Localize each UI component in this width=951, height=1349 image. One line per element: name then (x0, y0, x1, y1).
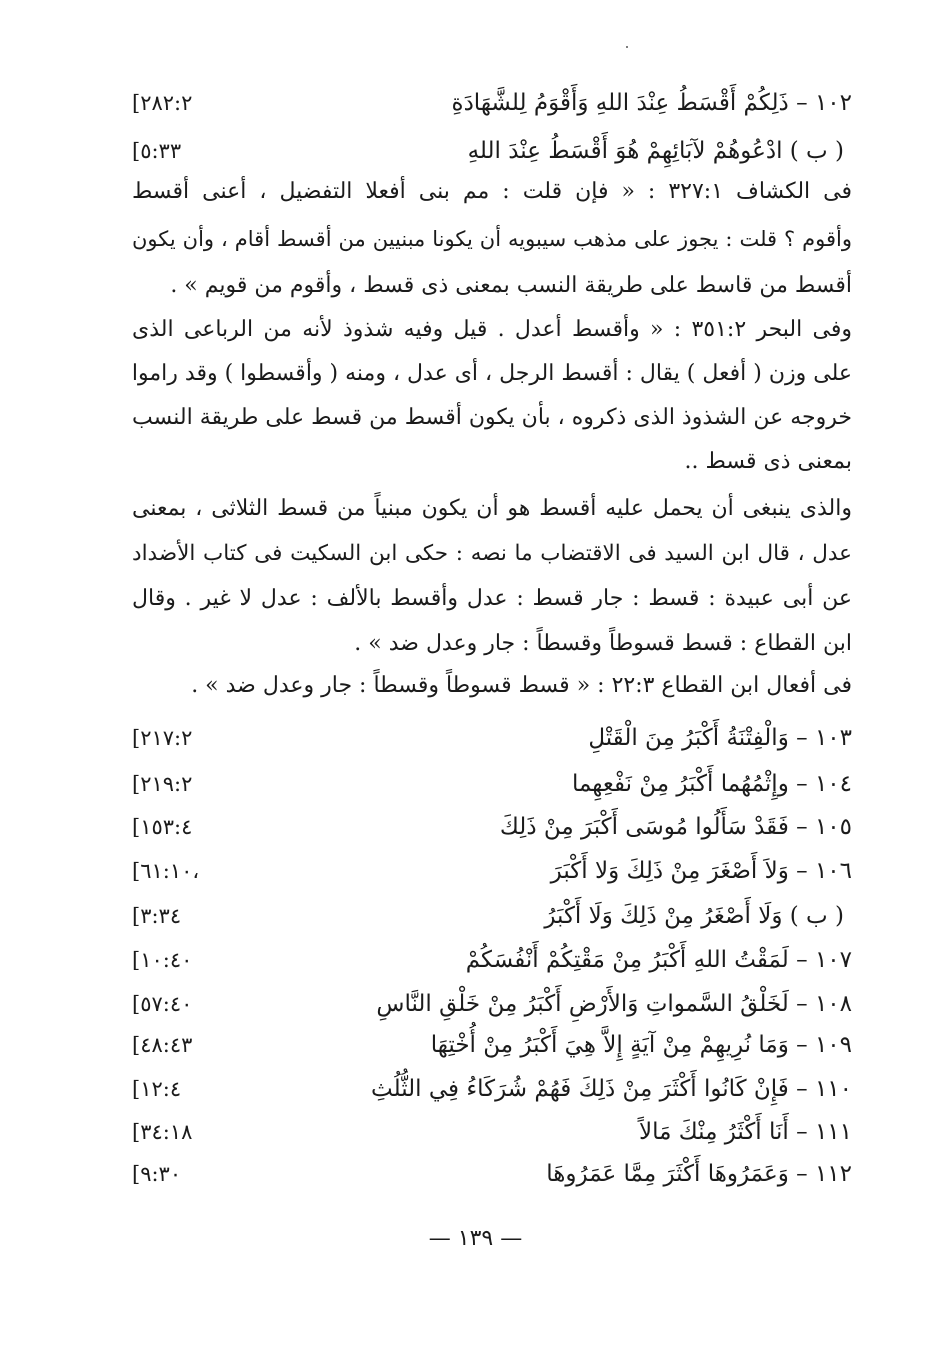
verse-reference: [٦١:١٠، (132, 859, 200, 883)
verse-reference: [١٥٣:٤ (132, 815, 193, 839)
verse-111 (132, 1112, 852, 1152)
verse-text: ١١١ – أَنَا أَكْثَرُ مِنْكَ مَالاً (639, 1119, 852, 1145)
verse-106b (132, 896, 852, 936)
verse-reference: [٢١٩:٢ (132, 772, 193, 796)
bahr-line-2: على وزن ( أفعل ) يقال : أقسط الرجل ، أى عدل ، ومنه ( وأقسطوا ) وقد راموا (131, 361, 852, 386)
verse-text: ١١٢ – وَعَمَرُوهَا أَكْثَرَ مِمَّا عَمَرُوهَا (546, 1161, 852, 1187)
verse-text: ١٠٩ – وَمَا نُرِيهِمْ مِنْ آيَةٍ إِلاَّ هِيَ أَكْبَرُ مِنْ أُخْتِهَا (430, 1032, 852, 1058)
verse-reference: [٩:٣٠ (132, 1162, 182, 1186)
verse-text: ١١٠ – فَإِنْ كَانُوا أَكْثَرَ مِنْ ذَلِكَ فَهُمْ شُرَكَاءُ فِي الثُّلُثِ (371, 1076, 852, 1102)
bahr-line-1: وفى البحر ٣٥١:٢ : « وأقسط أعدل . قيل وفيه شذوذ لأنه من الرباعى الذى (132, 317, 853, 342)
afaal-line: فى أفعال ابن القطاع ٢٢:٣ : « قسط قسوطاً وقسطاً : جار وعدل ضد » . (191, 673, 852, 698)
verse-text: ١٠٨ – لَخَلْقُ السَّمواتِ وَالأَرْضِ أَكْبَرُ مِنْ خَلْقِ النَّاسِ (376, 991, 852, 1017)
kashshaf-line-2: وأقوم ؟ قلت : يجوز على مذهب سيبويه أن يكونا مبنيين من أقسط أقام ، وأن يكون (132, 227, 852, 251)
verse-106 (132, 851, 852, 891)
verse-text: ١٠٥ – فَقَدْ سَأَلُوا مُوسَى أَكْبَرَ مِنْ ذَلِكَ (499, 814, 852, 840)
alladhi-line-3: عن أبى عبيدة : قسط : جار قسط : عدل وأقسط بالألف : عدل لا غير . وقال (132, 586, 852, 611)
verse-text: ( ب ) ادْعُوهُمْ لآبَائِهِمْ هُوَ أَقْسَطُ عِنْدَ اللهِ (467, 138, 844, 164)
verse-102b (132, 131, 852, 171)
bahr-line-4: بمعنى ذى قسط .. (684, 449, 852, 474)
verse-text: ١٠٧ – لَمَقْتُ اللهِ أَكْبَرُ مِنْ مَقْتِكُمْ أَنْفُسَكُمْ (465, 947, 852, 973)
verse-text: ١٠٤ – وإِثْمُهُما أَكْبَرُ مِنْ نَفْعِهِما (571, 771, 852, 797)
verse-text: ( ب ) وَلَا أَصْغَرُ مِنْ ذَلِكَ وَلَا أَكْبَرُ (544, 903, 844, 929)
verse-reference: [٥٧:٤٠ (132, 992, 193, 1016)
kashshaf-line-1: فى الكشاف ٣٢٧:١ : « فإن قلت : مم بنى أفعلا التفضيل ، أعنى أقسط (132, 179, 852, 204)
verse-reference: [٢٨٢:٢ (132, 91, 193, 115)
verse-103 (132, 718, 852, 758)
verse-reference: [٥:٣٣ (132, 139, 182, 163)
verse-text: ١٠٢ – ذَلِكُمْ أَقْسَطُ عِنْدَ اللهِ وَأَقْوَمُ لِلشَّهَادَةِ (451, 90, 852, 116)
verse-107 (132, 940, 852, 980)
verse-text: ١٠٣ – وَالْفِتْنَةُ أَكْبَرُ مِنَ الْقَتْلِ (588, 725, 852, 751)
verse-102 (132, 83, 852, 123)
verse-112 (132, 1154, 852, 1194)
verse-110 (132, 1069, 852, 1109)
verse-reference: [٣:٣٤ (132, 904, 182, 928)
verse-reference: [١٢:٤ (132, 1077, 182, 1101)
bahr-line-3: خروجه عن الشذوذ الذى ذكروه ، بأن يكون أقسط من قسط على طريقة النسب (132, 405, 852, 430)
verse-109 (132, 1025, 852, 1065)
verse-reference: [٤٨:٤٣ (132, 1033, 193, 1057)
verse-reference: [٣٤:١٨ (132, 1120, 193, 1144)
alladhi-line-4: ابن القطاع : قسط قسوطاً وقسطاً : جار وعدل ضد » . (354, 631, 852, 656)
verse-108 (132, 984, 852, 1024)
verse-105 (132, 807, 852, 847)
verse-reference: [٢١٧:٢ (132, 726, 193, 750)
verse-reference: [١٠:٤٠ (132, 948, 193, 972)
page-number: — ١٣٩ — (428, 1226, 523, 1251)
verse-104 (132, 764, 852, 804)
alladhi-line-1: والذى ينبغى أن يحمل عليه أقسط هو أن يكون مبنياً من قسط الثلاثى ، بمعنى (132, 496, 852, 521)
ink-dot (626, 46, 628, 48)
verse-text: ١٠٦ – وَلاَ أَصْغَرَ مِنْ ذَلِكَ وَلا أَكْبَرَ (550, 858, 852, 884)
alladhi-line-2: عدل ، قال ابن السيد فى الاقتضاب ما نصه : حكى ابن السكيت فى كتاب الأضداد (132, 541, 852, 566)
kashshaf-line-3: أقسط من قاسط على طريقة النسب بمعنى ذى قسط ، وأقوم من قويم » . (170, 273, 852, 298)
